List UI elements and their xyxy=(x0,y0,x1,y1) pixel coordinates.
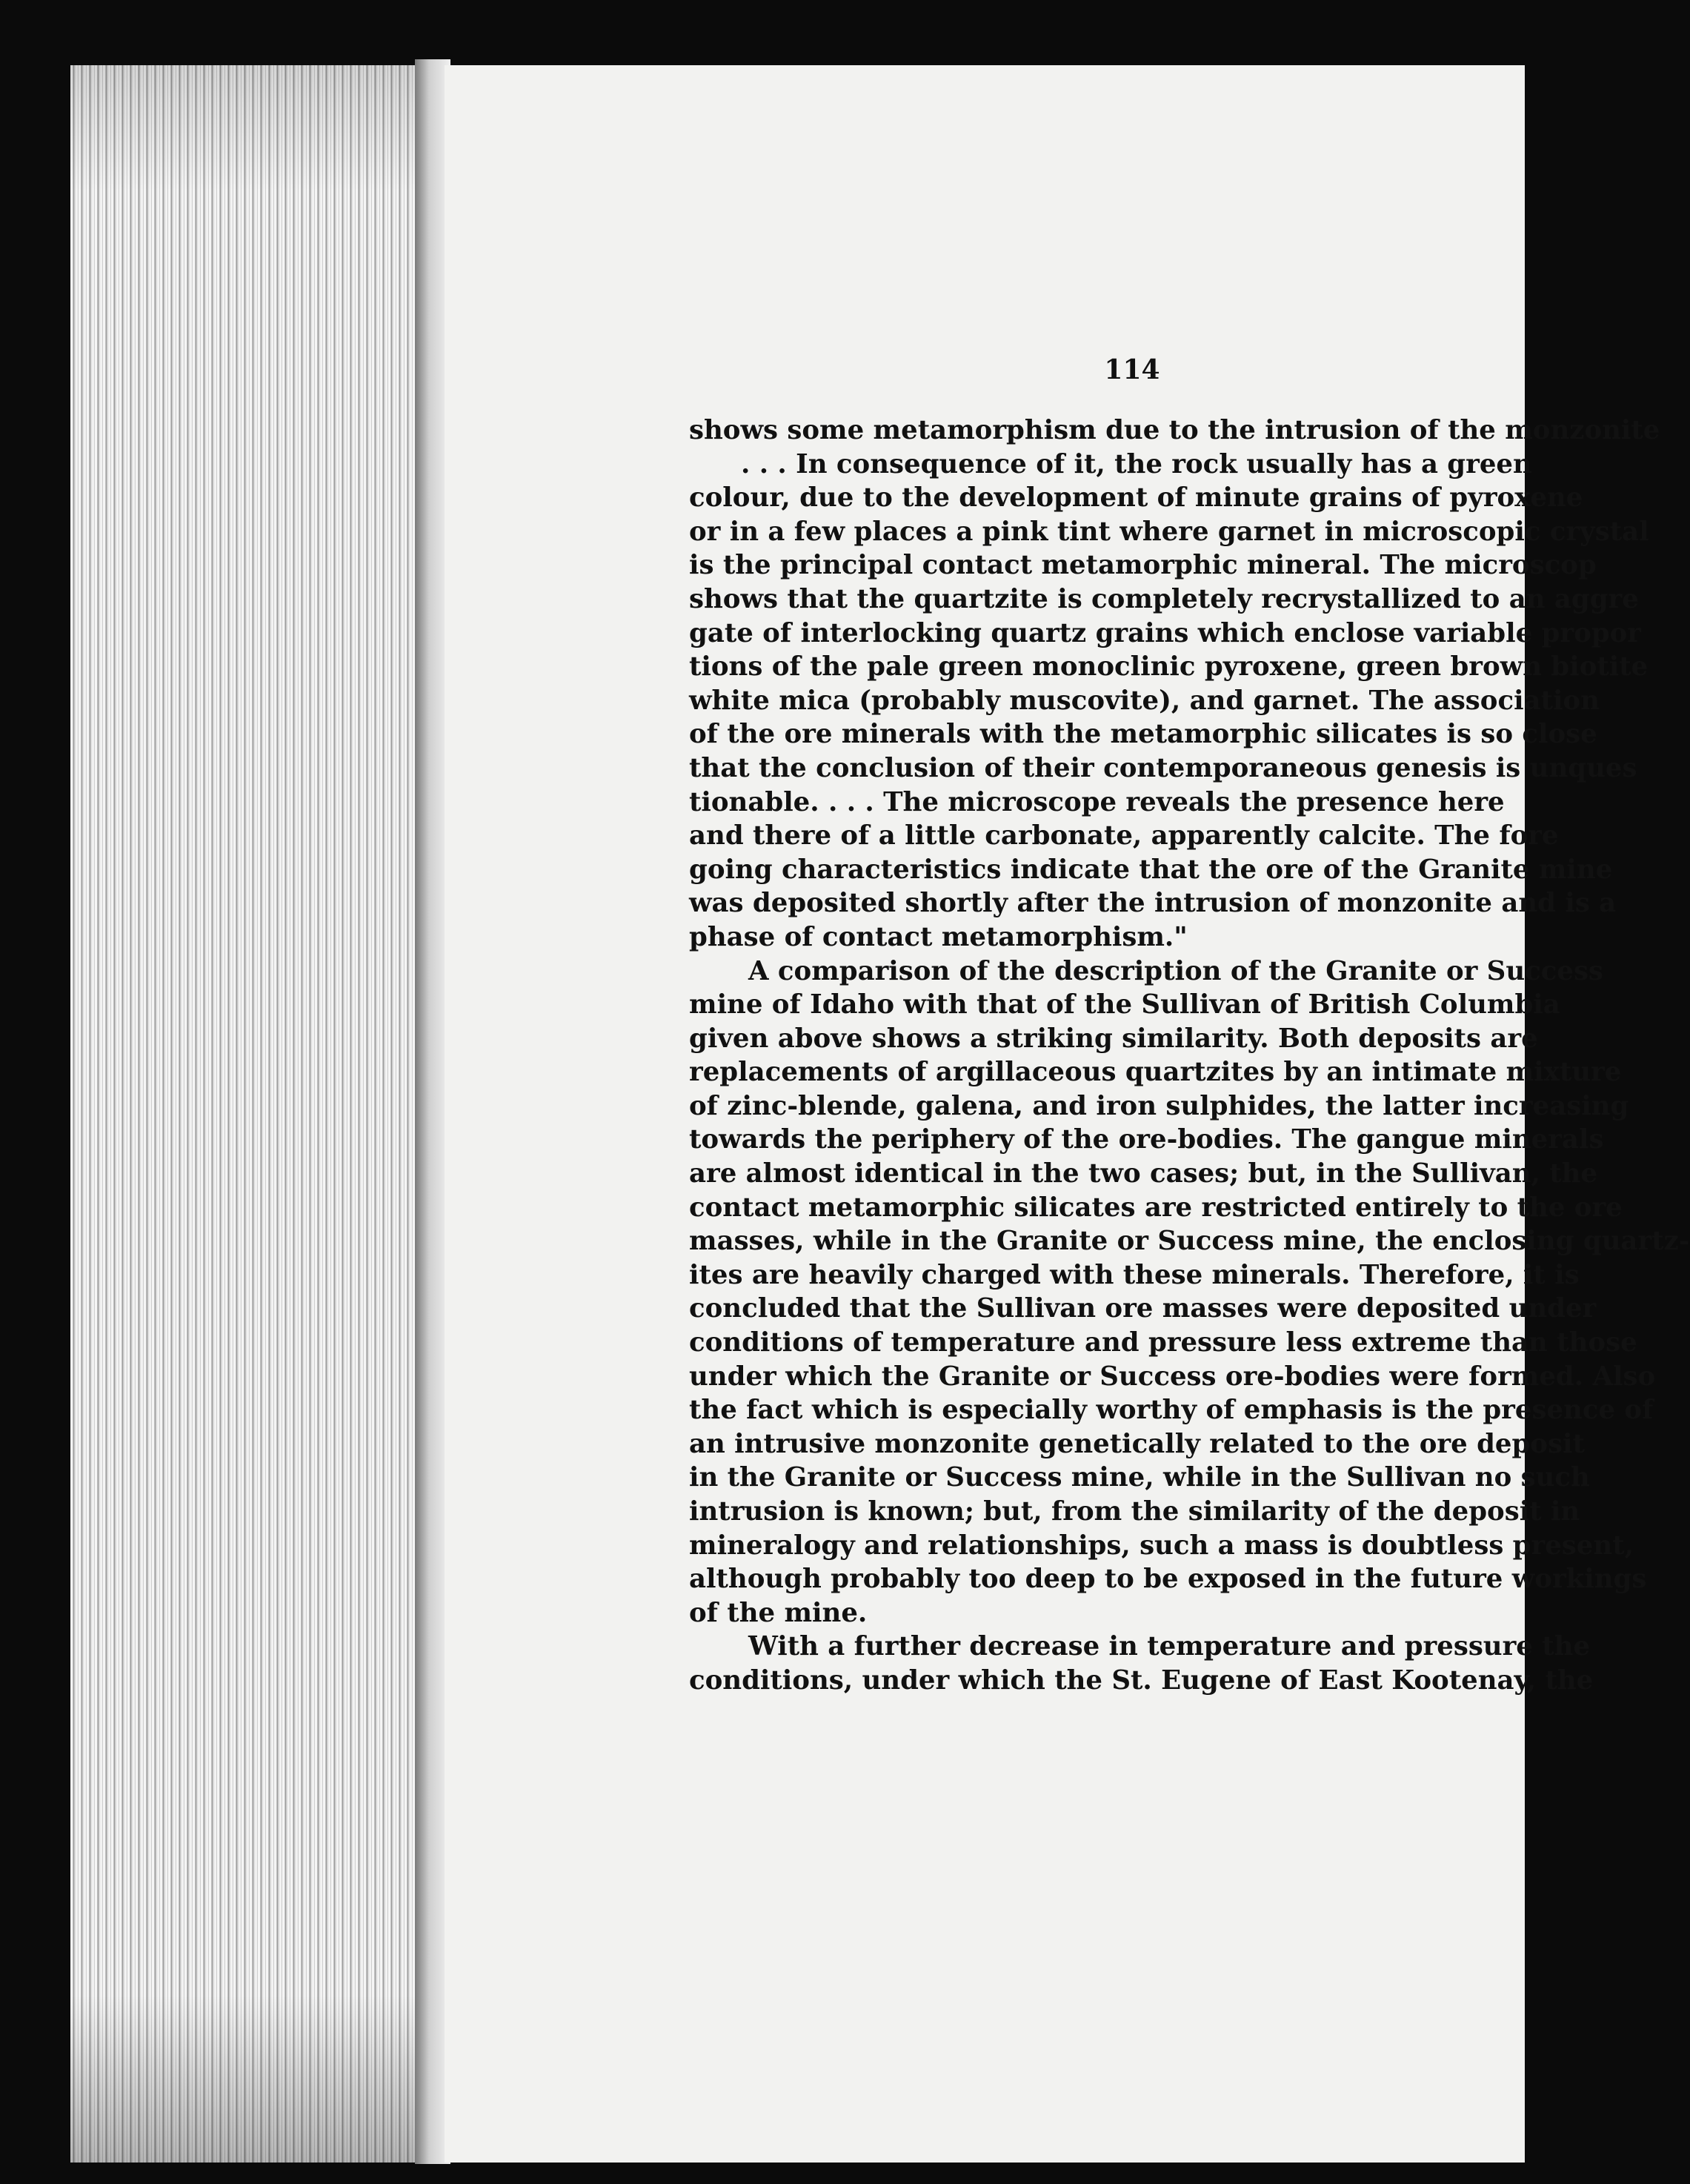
page-edges-stack xyxy=(70,65,445,2163)
text-line: ites are heavily charged with these minerals. Therefore, it is xyxy=(689,1259,1580,1290)
text-line: are almost identical in the two cases; but, in the Sullivan, the xyxy=(689,1158,1598,1189)
text-line: towards the periphery of the ore-bodies. The gangue minerals xyxy=(689,1124,1604,1155)
text-line: masses, while in the Granite or Success mine, the enclosing quartz- xyxy=(689,1226,1690,1257)
text-line: shows that the quartzite is completely recrystallized to an aggre xyxy=(689,583,1639,614)
text-line: an intrusive monzonite genetically related to the ore deposit xyxy=(689,1428,1585,1459)
text-line: although probably too deep to be exposed in the future workings xyxy=(689,1564,1647,1595)
text-line: intrusion is known; but, from the similarity of the deposit in xyxy=(689,1496,1580,1527)
text-line: concluded that the Sullivan ore masses were deposited under xyxy=(689,1293,1597,1324)
text-line: going characteristics indicate that the ore of the Granite mine xyxy=(689,854,1613,885)
text-line: mineralogy and relationships, such a mass is doubtless present, xyxy=(689,1530,1634,1561)
text-line: white mica (probably muscovite), and garnet. The association xyxy=(689,685,1600,716)
text-line: A comparison of the description of the Granite or Success xyxy=(748,955,1603,986)
text-line: gate of interlocking quartz grains which enclose variable propor xyxy=(689,617,1641,648)
text-line: shows some metamorphism due to the intrusion of the monzonite xyxy=(689,415,1660,445)
text-line: tionable. . . . The microscope reveals the presence here xyxy=(689,786,1505,817)
text-line: conditions of temperature and pressure less extreme than those xyxy=(689,1327,1637,1358)
text-line: contact metamorphic silicates are restricted entirely to the ore xyxy=(689,1192,1623,1223)
text-line: under which the Granite or Success ore-bodies were formed. Also xyxy=(689,1361,1656,1392)
text-line: the fact which is especially worthy of emphasis is the presence of xyxy=(689,1395,1654,1426)
text-line: in the Granite or Success mine, while in the Sullivan no such xyxy=(689,1462,1590,1493)
text-line: With a further decrease in temperature and pressure the xyxy=(748,1631,1591,1662)
text-line: of the ore minerals with the metamorphic silicates is so close xyxy=(689,719,1597,750)
text-line: of the mine. xyxy=(689,1597,868,1628)
text-line: mine of Idaho with that of the Sullivan of British Columbia xyxy=(689,989,1560,1020)
text-line: phase of contact metamorphism." xyxy=(689,921,1188,952)
body-text xyxy=(689,414,1690,1698)
text-line: of zinc-blende, galena, and iron sulphides, the latter increasing xyxy=(689,1090,1629,1121)
text-line: that the conclusion of their contemporaneous genesis is unques xyxy=(689,752,1637,783)
text-line: and there of a little carbonate, apparently calcite. The fore xyxy=(689,820,1559,852)
text-line: replacements of argillaceous quartzites by an intimate mixture xyxy=(689,1057,1622,1088)
text-line: tions of the pale green monoclinic pyroxene, green brown biotite xyxy=(689,651,1649,683)
text-line: colour, due to the development of minute grains of pyroxene xyxy=(689,482,1583,514)
page-number: 114 xyxy=(1104,354,1160,385)
text-line: given above shows a striking similarity. Both deposits are xyxy=(689,1023,1538,1054)
text-line: conditions, under which the St. Eugene of East Kootenay, the xyxy=(689,1664,1594,1696)
text-line: . . . In consequence of it, the rock usually has a green xyxy=(741,448,1532,479)
text-line: or in a few places a pink tint where garnet in microscopic crystal xyxy=(689,516,1649,547)
text-line: is the principal contact metamorphic mineral. The microscop xyxy=(689,550,1597,581)
text-line: was deposited shortly after the intrusion of monzonite and is a xyxy=(689,888,1617,919)
